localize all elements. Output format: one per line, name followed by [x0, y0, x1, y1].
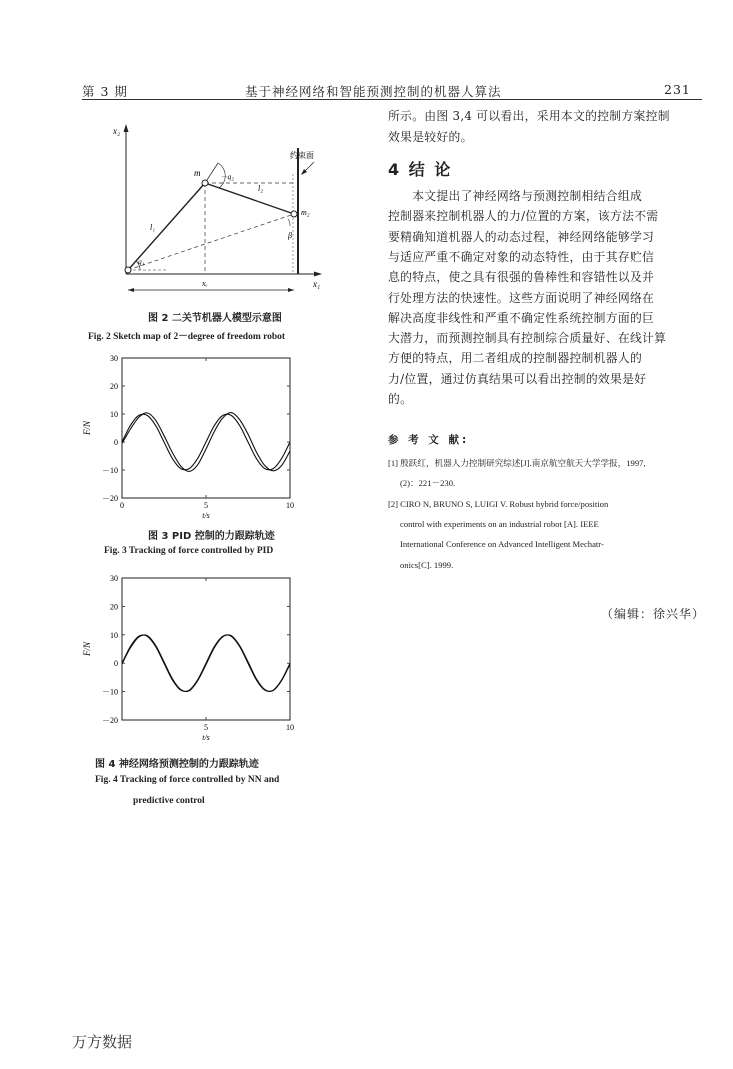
base-joint	[125, 267, 131, 273]
y-tick-label: 30	[110, 354, 118, 363]
conclusion-line: 控制器来控制机器人的力/位置的方案，该方法不需	[388, 209, 659, 224]
intro-line-1: 所示。由图 3,4 可以看出，采用本文的控制方案控制	[388, 109, 670, 123]
conclusion-line: 行处理方法的快速性。这些方面说明了神经网络在	[388, 290, 655, 305]
fig4-caption-en-2: predictive control	[133, 796, 205, 806]
conclusion-line: 的。	[388, 392, 413, 406]
series-line-1	[122, 414, 290, 470]
conclusion-line: 与适应严重不确定对象的动态特性，由于其存贮信	[388, 249, 655, 264]
svg-text:l₂: l₂	[258, 184, 264, 193]
x2-label: x₂	[113, 126, 121, 136]
x-tick-label: 5	[204, 723, 208, 732]
svg-text:q₁: q₁	[138, 257, 145, 266]
fig2-caption-cn: 图 2 二关节机器人模型示意图	[148, 313, 282, 324]
y-tick-label: －10	[102, 466, 118, 475]
conclusion-line: 本文提出了神经网络与预测控制相结合组成	[388, 189, 643, 203]
constraint-label: 约束面	[290, 151, 314, 160]
fig2-caption-en: Fig. 2 Sketch map of 2－degree of freedom robot	[88, 332, 286, 342]
reference-line: control with experiments on an industrial robot [A]. IEEE	[400, 519, 599, 529]
fig4-caption-en-1: Fig. 4 Tracking of force controlled by NN and	[95, 775, 280, 785]
reference-line: International Conference on Advanced Intelligent Mechatr-	[400, 539, 604, 549]
svg-text:xₑ: xₑ	[202, 279, 208, 288]
y-tick-label: 0	[114, 659, 118, 669]
reference-line: [2] CIRO N, BRUNO S, LUIGI V. Robust hybrid force/position	[388, 499, 609, 509]
page-number: 231	[664, 82, 691, 97]
references-heading: 参 考 文 献:	[388, 434, 470, 446]
reference-line: (2)：221－230.	[400, 478, 456, 488]
plot-frame	[122, 358, 290, 498]
svg-text:l₁: l₁	[150, 223, 156, 232]
y-tick-label: 0	[114, 438, 118, 447]
conclusion-line: 方便的特点，用二者组成的控制器控制机器人的	[388, 351, 643, 366]
conclusion-line: 要精确知道机器人的动态过程，神经网络能够学习	[388, 229, 655, 244]
conclusion-line: 解决高度非线性和严重不确定性系统控制方面的巨	[388, 310, 655, 325]
link-l2	[205, 183, 294, 214]
y-axis-label: F/N	[82, 420, 92, 436]
conclusion-line: 大潜力，而预测控制具有控制综合质量好、在线计算	[388, 331, 667, 346]
y-tick-label: －20	[102, 716, 118, 725]
conclusion-line: 息的特点，使之具有很强的鲁棒性和容错性以及并	[388, 270, 655, 285]
x-tick-label: 5	[204, 501, 208, 510]
fig3-caption-en: Fig. 3 Tracking of force controlled by PID	[104, 546, 274, 556]
end-effector	[291, 211, 297, 217]
x-axis-label: t/s	[202, 733, 210, 742]
fig3-chart	[78, 350, 308, 520]
section-heading: 4 结 论	[388, 160, 453, 179]
header-rule	[82, 99, 702, 100]
svg-text:β: β	[288, 231, 292, 240]
robot-sketch	[108, 118, 340, 298]
x-axis-label: t/s	[202, 511, 210, 520]
reference-line: [1] 殷跃红，机器人力控制研究综述[J].南京航空航天大学学报，1997,	[388, 458, 646, 468]
y-tick-label: －20	[102, 494, 118, 503]
fig4-chart	[78, 570, 308, 748]
y-axis-label: F/N	[82, 641, 92, 657]
x-tick-label: 10	[286, 501, 294, 510]
intro-line-2: 效果是较好的。	[388, 130, 473, 144]
svg-text:m₂: m₂	[301, 208, 310, 217]
conclusion-line: 力/位置，通过仿真结果可以看出控制的效果是好	[388, 371, 647, 386]
svg-text:m: m	[194, 168, 201, 178]
x-tick-label: 10	[286, 723, 294, 732]
y-tick-label: 10	[110, 410, 118, 419]
editor-note: （编辑：徐兴华）	[600, 607, 705, 621]
fig3-caption-cn: 图 3 PID 控制的力跟踪轨迹	[148, 531, 275, 542]
watermark: 万方数据	[72, 1033, 133, 1051]
series-line-1	[122, 635, 290, 692]
x-tick-label: 0	[120, 501, 124, 510]
running-title: 基于神经网络和智能预测控制的机器人算法	[245, 84, 502, 99]
issue-number: 第 3 期	[82, 84, 128, 99]
y-tick-label: －10	[102, 687, 118, 697]
y-tick-label: 20	[110, 382, 118, 391]
reference-line: onics[C]. 1999.	[400, 560, 454, 570]
elbow-joint	[202, 180, 208, 186]
plot-frame	[122, 578, 290, 720]
y-tick-label: 20	[110, 602, 118, 612]
y-tick-label: 10	[110, 630, 118, 640]
svg-text:－q₂: －q₂	[220, 172, 234, 181]
x1-label: x₁	[313, 279, 321, 289]
y-tick-label: 30	[110, 574, 118, 583]
fig4-caption-cn: 图 4 神经网络预测控制的力跟踪轨迹	[95, 759, 259, 770]
